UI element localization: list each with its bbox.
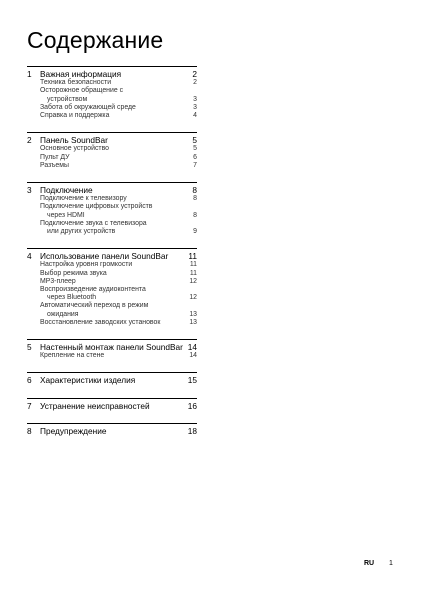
entry-title-line: Подключение звука с телевизора — [40, 219, 147, 227]
section-title: Устранение неисправностей — [40, 400, 150, 411]
entry-title-line: Автоматический переход в режим — [40, 302, 149, 310]
section-number: 1 — [27, 69, 32, 79]
entry-title — [27, 286, 189, 302]
toc-section-heading[interactable] — [27, 343, 197, 352]
toc-entry[interactable] — [27, 278, 197, 286]
entry-page: 8 — [193, 211, 197, 219]
section-title: Подключение — [40, 185, 93, 196]
toc-section — [27, 132, 197, 170]
section-page: 2 — [192, 69, 197, 79]
section-number: 8 — [27, 425, 32, 436]
entry-title-line: Воспроизведение аудиоконтента — [40, 286, 146, 294]
entry-title-line: Пульт ДУ — [40, 153, 70, 161]
entry-title — [27, 154, 189, 162]
toc-section-heading[interactable] — [27, 376, 197, 385]
entry-page: 13 — [189, 318, 197, 326]
toc-entry[interactable] — [27, 270, 197, 278]
toc-entry[interactable] — [27, 220, 197, 236]
entry-page: 14 — [189, 352, 197, 360]
toc-entry[interactable] — [27, 112, 197, 120]
section-title: Панель SoundBar — [40, 135, 108, 146]
toc-section — [27, 339, 197, 360]
section-page: 8 — [192, 185, 197, 196]
table-of-contents — [27, 66, 197, 448]
entry-page: 6 — [193, 153, 197, 161]
language-code: RU — [364, 560, 375, 567]
toc-entry[interactable] — [27, 154, 197, 162]
toc-section — [27, 423, 197, 436]
entry-title-continuation: или других устройств — [47, 228, 116, 236]
entry-page: 12 — [189, 294, 197, 302]
section-title: Настенный монтаж панели SoundBar — [40, 342, 183, 353]
entry-page: 4 — [193, 112, 197, 120]
toc-entry[interactable] — [27, 162, 197, 170]
entry-title — [27, 319, 189, 327]
entry-title-line: Разъемы — [40, 161, 69, 169]
entry-page: 7 — [193, 161, 197, 169]
entry-page: 8 — [193, 195, 197, 203]
toc-entry[interactable] — [27, 145, 197, 153]
entry-title — [27, 162, 189, 170]
section-page: 11 — [188, 251, 197, 262]
entry-title-line: Настройка уровня громкости — [40, 261, 133, 269]
entry-title-continuation: через HDMI — [47, 211, 85, 219]
entry-title-line: Выбор режима звука — [40, 269, 107, 277]
entry-page: 5 — [193, 145, 197, 153]
entry-page: 11 — [189, 269, 197, 277]
entry-title-line: Основное устройство — [40, 145, 109, 153]
section-number: 4 — [27, 251, 32, 262]
entry-page: 2 — [193, 79, 197, 87]
section-title: Характеристики изделия — [40, 375, 136, 386]
entry-title — [27, 87, 189, 103]
entry-title — [27, 278, 189, 286]
entry-title-continuation: через Bluetooth — [47, 294, 97, 302]
toc-section — [27, 182, 197, 236]
toc-entry[interactable] — [27, 261, 197, 269]
section-page: 16 — [187, 400, 197, 411]
toc-section — [27, 372, 197, 385]
toc-entry[interactable] — [27, 286, 197, 302]
section-number: 3 — [27, 185, 32, 196]
entry-title — [27, 261, 189, 269]
entry-page: 9 — [193, 228, 197, 236]
entry-title — [27, 220, 189, 236]
section-page: 14 — [187, 342, 197, 353]
toc-entry[interactable] — [27, 203, 197, 219]
entry-title — [27, 302, 189, 318]
toc-entry[interactable] — [27, 352, 197, 360]
entry-title-line: MP3-плеер — [40, 277, 76, 285]
toc-section-heading[interactable] — [27, 402, 197, 411]
toc-section — [27, 398, 197, 411]
toc-entry[interactable] — [27, 87, 197, 103]
entry-page: 3 — [193, 103, 197, 111]
section-page: 18 — [187, 425, 197, 436]
entry-title-continuation: устройством — [47, 95, 88, 103]
page-number: 1 — [389, 560, 393, 567]
entry-title — [27, 112, 189, 120]
entry-page: 11 — [189, 261, 197, 269]
toc-section-heading[interactable] — [27, 70, 197, 79]
entry-title-line: Крепление на стене — [40, 352, 105, 360]
entry-title-line: Справка и поддержка — [40, 112, 110, 120]
section-number: 2 — [27, 135, 32, 146]
toc-entry[interactable] — [27, 104, 197, 112]
entry-title-line: Подключение к телевизору — [40, 195, 127, 203]
toc-entry[interactable] — [27, 319, 197, 327]
toc-section-heading[interactable] — [27, 427, 197, 436]
toc-section-heading[interactable] — [27, 186, 197, 195]
toc-entry[interactable] — [27, 302, 197, 318]
entry-title-line: Подключение цифровых устройств — [40, 203, 153, 211]
entry-page: 13 — [189, 310, 197, 318]
section-title: Использование панели SoundBar — [40, 251, 169, 262]
section-page: 15 — [187, 375, 197, 386]
entry-title-line: Забота об окружающей среде — [40, 103, 136, 111]
entry-title — [27, 104, 189, 112]
page-title: Содержание — [27, 27, 164, 53]
entry-title — [27, 203, 189, 219]
entry-title — [27, 352, 189, 360]
section-title: Важная информация — [40, 69, 122, 79]
section-number: 6 — [27, 375, 32, 386]
section-page: 5 — [192, 135, 197, 146]
toc-section — [27, 66, 197, 120]
section-number: 5 — [27, 342, 32, 353]
entry-title-line: Техника безопасности — [40, 79, 112, 87]
entry-title-line: Осторожное обращение с — [40, 87, 124, 95]
entry-title — [27, 270, 189, 278]
toc-section — [27, 248, 197, 327]
section-title: Предупреждение — [40, 425, 107, 436]
entry-title-continuation: ожидания — [47, 310, 79, 318]
entry-title-line: Восстановление заводских установок — [40, 318, 161, 326]
section-number: 7 — [27, 400, 32, 411]
entry-page: 12 — [189, 277, 197, 285]
entry-title — [27, 145, 189, 153]
entry-page: 3 — [193, 95, 197, 103]
